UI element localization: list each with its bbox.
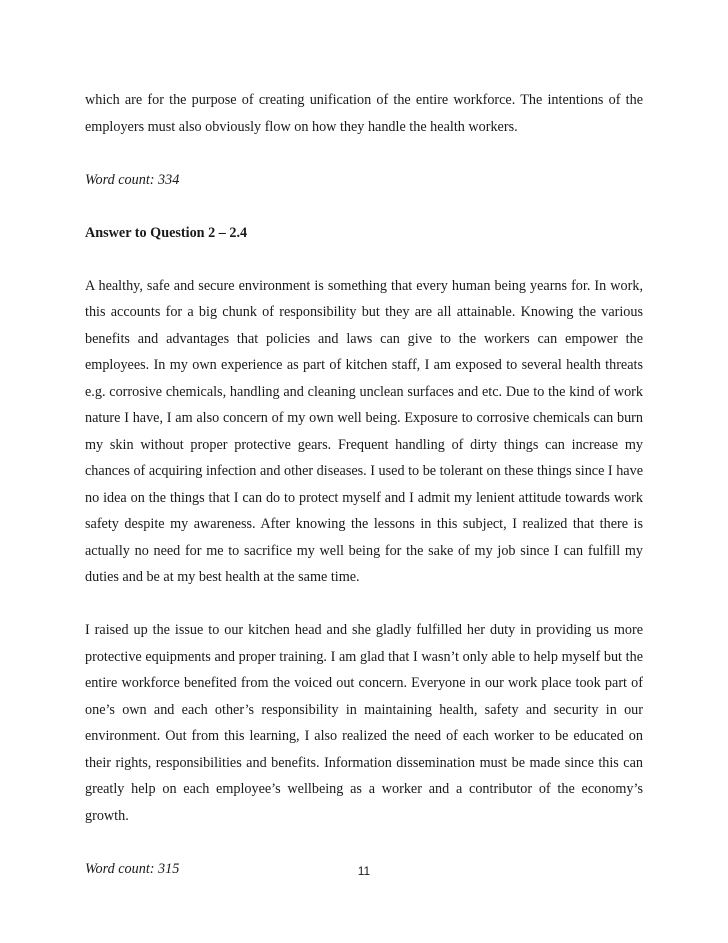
paragraph-gap: [85, 193, 643, 220]
paragraph-body-1: A healthy, safe and secure environment is something that every human being yearns for. In work, this accounts for a big chunk of responsibility but they are all attainable. Knowing the various benefits and advantages that policies and laws can give to the workers can empower the employees. In my own experience as part of kitchen staff, I am exposed to several health threats e.g. corrosive chemicals, handling and cleaning unclean surfaces and etc. Due to the kind of work nature I have, I am also concern of my own well being. Exposure to corrosive chemicals can burn my skin without proper protective gears. Frequent handling of dirty things can increase my chances of acquiring infection and other diseases. I used to be tolerant on these things since I have no idea on the things that I can do to protect myself and I admit my lenient attitude towards work safety despite my awareness. After knowing the lessons in this subject, I realized that there is actually no need for me to sacrifice my well being for the sake of my job since I can fulfill my duties and be at my best health at the same time.: [85, 277, 643, 585]
paragraph-gap: [85, 140, 643, 167]
page-number: 11: [357, 864, 371, 878]
section-heading: Answer to Question 2 – 2.4: [85, 224, 248, 241]
paragraph-body-2: I raised up the issue to our kitchen head and she gladly fulfilled her duty in providing us more protective equipments and proper training. I am glad that I wasn’t only able to help myself but the entire workforce benefited from the voiced out concern. Everyone in our work place took part of one’s own and each other’s responsibility in maintaining health, safety and security in our environment. Out from this learning, I also realized the need of each worker to be educated on their rights, responsibilities and benefits. Information dissemination must be made since this can greatly help on each employee’s wellbeing as a worker and a contributor of the economy’s growth.: [85, 622, 643, 824]
paragraph-gap: [85, 246, 643, 273]
paragraph-continuation: which are for the purpose of creating unification of the entire workforce. The intentions of the employers must also obviously flow on how they handle the health workers.: [85, 92, 643, 135]
document-body: [85, 87, 643, 882]
word-count-first: Word count: 334: [85, 171, 180, 188]
paragraph-gap: [85, 829, 643, 856]
word-count-second: Word count: 315: [85, 860, 180, 877]
paragraph-gap: [85, 591, 643, 618]
